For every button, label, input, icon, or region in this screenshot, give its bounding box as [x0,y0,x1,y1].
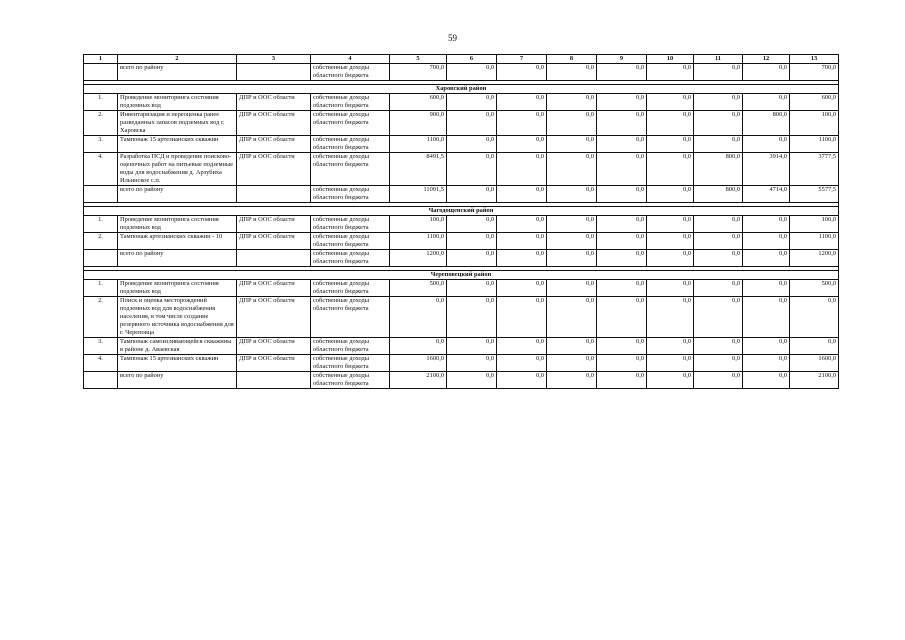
row-number-cell: 1. [84,280,118,297]
measure-name-cell: Тампонаж артезианских скважин - 10 [118,233,237,250]
value-cell-col-7: 0,0 [497,372,547,389]
value-cell-col-10: 0,0 [647,280,694,297]
value-cell-col-8: 0,0 [547,338,597,355]
value-cell-col-11: 800,0 [694,186,743,203]
executor-cell: ДПР и ООС области [237,153,311,186]
value-cell-col-8: 0,0 [547,111,597,136]
value-cell-col-11: 0,0 [694,94,743,111]
value-cell-col-5: 900,0 [390,111,447,136]
table-row [84,136,839,153]
value-cell-col-12: 4714,0 [743,186,790,203]
value-cell-col-9: 0,0 [597,355,647,372]
value-cell-col-11: 0,0 [694,250,743,267]
column-header-1: 1 [84,55,118,64]
row-number-cell: 1. [84,94,118,111]
value-cell-col-10: 0,0 [647,250,694,267]
row-number-cell [84,372,118,389]
value-cell-col-12: 0,0 [743,338,790,355]
column-header-7: 7 [497,55,547,64]
value-cell-col-8: 0,0 [547,136,597,153]
value-cell-col-12: 0,0 [743,372,790,389]
district-heading-row [84,85,839,94]
value-cell-col-12: 0,0 [743,280,790,297]
column-header-10: 10 [647,55,694,64]
funding-source-cell: собственные доходы областного бюджета [311,338,390,355]
value-cell-col-11: 0,0 [694,297,743,338]
row-number-cell: 3. [84,136,118,153]
executor-cell [237,250,311,267]
value-cell-col-9: 0,0 [597,338,647,355]
district-title: Чагодощенский район [84,207,839,216]
value-cell-col-6: 0,0 [447,233,497,250]
value-cell-col-6: 0,0 [447,153,497,186]
row-number-cell: 2. [84,233,118,250]
funding-source-cell: собственные доходы областного бюджета [311,233,390,250]
value-cell-col-9: 0,0 [597,94,647,111]
value-cell-col-10: 0,0 [647,136,694,153]
value-cell-col-11: 0,0 [694,372,743,389]
value-cell-col-9: 0,0 [597,216,647,233]
value-cell-col-6: 0,0 [447,64,497,81]
table-row [84,355,839,372]
value-cell-col-8: 0,0 [547,233,597,250]
value-cell-col-13: 0,0 [790,338,839,355]
row-number-cell: 4. [84,355,118,372]
measure-name-cell: Проведение мониторинга состояния подземных вод [118,216,237,233]
column-header-9: 9 [597,55,647,64]
measure-name-cell: Инвентаризация и переоценка ранее разведанных запасов подземных вод г. Харовска [118,111,237,136]
value-cell-col-7: 0,0 [497,186,547,203]
value-cell-col-9: 0,0 [597,136,647,153]
measure-name-cell: всего по району [118,372,237,389]
value-cell-col-8: 0,0 [547,64,597,81]
column-header-11: 11 [694,55,743,64]
value-cell-col-6: 0,0 [447,338,497,355]
value-cell-col-9: 0,0 [597,280,647,297]
value-cell-col-11: 0,0 [694,64,743,81]
table-row [84,111,839,136]
executor-cell: ДПР и ООС области [237,216,311,233]
value-cell-col-13: 0,0 [790,297,839,338]
value-cell-col-12: 0,0 [743,355,790,372]
value-cell-col-11: 0,0 [694,136,743,153]
column-header-3: 3 [237,55,311,64]
funding-source-cell: собственные доходы областного бюджета [311,355,390,372]
value-cell-col-5: 0,0 [390,338,447,355]
value-cell-col-7: 0,0 [497,338,547,355]
value-cell-col-6: 0,0 [447,136,497,153]
value-cell-col-11: 800,0 [694,153,743,186]
executor-cell: ДПР и ООС области [237,136,311,153]
column-header-8: 8 [547,55,597,64]
budget-table [83,54,839,389]
district-heading-row [84,207,839,216]
value-cell-col-7: 0,0 [497,94,547,111]
value-cell-col-12: 800,0 [743,111,790,136]
value-cell-col-12: 0,0 [743,64,790,81]
funding-source-cell: собственные доходы областного бюджета [311,186,390,203]
executor-cell: ДПР и ООС области [237,94,311,111]
value-cell-col-5: 2100,0 [390,372,447,389]
funding-source-cell: собственные доходы областного бюджета [311,250,390,267]
value-cell-col-6: 0,0 [447,355,497,372]
value-cell-col-10: 0,0 [647,153,694,186]
measure-name-cell: всего по району [118,186,237,203]
value-cell-col-7: 0,0 [497,111,547,136]
row-number-cell: 4. [84,153,118,186]
value-cell-col-7: 0,0 [497,355,547,372]
value-cell-col-8: 0,0 [547,186,597,203]
value-cell-col-10: 0,0 [647,186,694,203]
measure-name-cell: Тампонаж 15 артезианских скважин [118,136,237,153]
row-number-cell [84,250,118,267]
row-number-cell: 3. [84,338,118,355]
funding-source-cell: собственные доходы областного бюджета [311,64,390,81]
value-cell-col-5: 700,0 [390,64,447,81]
value-cell-col-13: 1100,0 [790,136,839,153]
value-cell-col-7: 0,0 [497,250,547,267]
district-total-row [84,250,839,267]
value-cell-col-13: 5577,5 [790,186,839,203]
value-cell-col-10: 0,0 [647,372,694,389]
value-cell-col-5: 1100,0 [390,233,447,250]
column-header-5: 5 [390,55,447,64]
district-total-row [84,372,839,389]
measure-name-cell: Тампонаж самоизливающейся скважины в районе д. Аваевская [118,338,237,355]
value-cell-col-6: 0,0 [447,216,497,233]
value-cell-col-6: 0,0 [447,94,497,111]
value-cell-col-5: 500,0 [390,280,447,297]
value-cell-col-12: 0,0 [743,94,790,111]
value-cell-col-12: 3914,0 [743,153,790,186]
measure-name-cell: всего по району [118,64,237,81]
table-row [84,297,839,338]
measure-name-cell: Разработка ПСД и проведение поисково-оценочных работ на питьевые подземные воды для водоснабжения д. Арзубиха Ильинское с.п. [118,153,237,186]
district-title: Череповецкий район [84,271,839,280]
executor-cell [237,186,311,203]
funding-source-cell: собственные доходы областного бюджета [311,216,390,233]
value-cell-col-8: 0,0 [547,216,597,233]
value-cell-col-9: 0,0 [597,372,647,389]
value-cell-col-5: 1200,0 [390,250,447,267]
page-number: 59 [448,33,457,43]
executor-cell [237,64,311,81]
measure-name-cell: Тампонаж 15 артезианских скважин [118,355,237,372]
value-cell-col-9: 0,0 [597,153,647,186]
value-cell-col-6: 0,0 [447,372,497,389]
district-total-row [84,186,839,203]
value-cell-col-8: 0,0 [547,250,597,267]
value-cell-col-7: 0,0 [497,233,547,250]
executor-cell: ДПР и ООС области [237,111,311,136]
district-title: Харовский район [84,85,839,94]
value-cell-col-12: 0,0 [743,297,790,338]
value-cell-col-9: 0,0 [597,111,647,136]
value-cell-col-11: 0,0 [694,233,743,250]
executor-cell: ДПР и ООС области [237,233,311,250]
funding-source-cell: собственные доходы областного бюджета [311,94,390,111]
value-cell-col-7: 0,0 [497,153,547,186]
value-cell-col-10: 0,0 [647,216,694,233]
value-cell-col-13: 600,0 [790,94,839,111]
value-cell-col-7: 0,0 [497,280,547,297]
value-cell-col-11: 0,0 [694,280,743,297]
value-cell-col-13: 3777,5 [790,153,839,186]
column-header-2: 2 [118,55,237,64]
table-row [84,216,839,233]
column-number-row [84,55,839,64]
value-cell-col-10: 0,0 [647,338,694,355]
row-number-cell [84,64,118,81]
value-cell-col-11: 0,0 [694,216,743,233]
value-cell-col-6: 0,0 [447,280,497,297]
row-number-cell: 2. [84,297,118,338]
column-header-12: 12 [743,55,790,64]
row-number-cell: 2. [84,111,118,136]
value-cell-col-12: 0,0 [743,136,790,153]
executor-cell: ДПР и ООС области [237,355,311,372]
value-cell-col-10: 0,0 [647,355,694,372]
value-cell-col-11: 0,0 [694,338,743,355]
value-cell-col-9: 0,0 [597,233,647,250]
value-cell-col-8: 0,0 [547,153,597,186]
value-cell-col-8: 0,0 [547,94,597,111]
value-cell-col-13: 100,0 [790,111,839,136]
value-cell-col-8: 0,0 [547,355,597,372]
value-cell-col-10: 0,0 [647,297,694,338]
value-cell-col-6: 0,0 [447,250,497,267]
value-cell-col-13: 2100,0 [790,372,839,389]
value-cell-col-5: 8491,5 [390,153,447,186]
value-cell-col-5: 1100,0 [390,136,447,153]
value-cell-col-7: 0,0 [497,136,547,153]
value-cell-col-5: 11091,5 [390,186,447,203]
value-cell-col-10: 0,0 [647,233,694,250]
executor-cell [237,372,311,389]
row-number-cell [84,186,118,203]
value-cell-col-5: 600,0 [390,94,447,111]
value-cell-col-12: 0,0 [743,233,790,250]
value-cell-col-9: 0,0 [597,250,647,267]
measure-name-cell: Проведение мониторинга состояния подземных вод [118,280,237,297]
value-cell-col-13: 1100,0 [790,233,839,250]
funding-source-cell: собственные доходы областного бюджета [311,297,390,338]
value-cell-col-8: 0,0 [547,280,597,297]
executor-cell: ДПР и ООС области [237,280,311,297]
table-row [84,233,839,250]
column-header-6: 6 [447,55,497,64]
value-cell-col-8: 0,0 [547,297,597,338]
value-cell-col-10: 0,0 [647,64,694,81]
value-cell-col-10: 0,0 [647,94,694,111]
value-cell-col-7: 0,0 [497,64,547,81]
value-cell-col-7: 0,0 [497,297,547,338]
value-cell-col-13: 700,0 [790,64,839,81]
row-number-cell: 1. [84,216,118,233]
value-cell-col-5: 1600,0 [390,355,447,372]
value-cell-col-6: 0,0 [447,111,497,136]
executor-cell: ДПР и ООС области [237,338,311,355]
measure-name-cell: Проведение мониторинга состояния подземных вод [118,94,237,111]
executor-cell: ДПР и ООС области [237,297,311,338]
value-cell-col-6: 0,0 [447,297,497,338]
funding-source-cell: собственные доходы областного бюджета [311,372,390,389]
value-cell-col-7: 0,0 [497,216,547,233]
district-total-row [84,64,839,81]
funding-source-cell: собственные доходы областного бюджета [311,280,390,297]
value-cell-col-5: 0,0 [390,297,447,338]
funding-source-cell: собственные доходы областного бюджета [311,111,390,136]
value-cell-col-10: 0,0 [647,111,694,136]
column-header-4: 4 [311,55,390,64]
table-row [84,153,839,186]
value-cell-col-12: 0,0 [743,250,790,267]
value-cell-col-11: 0,0 [694,355,743,372]
value-cell-col-8: 0,0 [547,372,597,389]
value-cell-col-13: 100,0 [790,216,839,233]
district-heading-row [84,271,839,280]
value-cell-col-9: 0,0 [597,64,647,81]
value-cell-col-11: 0,0 [694,111,743,136]
value-cell-col-6: 0,0 [447,186,497,203]
funding-source-cell: собственные доходы областного бюджета [311,136,390,153]
measure-name-cell: Поиск и оценка месторождений подземных вод для водоснабжения населения, в том числе создание резервного источника водоснабжения для г. Череповца [118,297,237,338]
column-header-13: 13 [790,55,839,64]
value-cell-col-9: 0,0 [597,186,647,203]
table-row [84,94,839,111]
value-cell-col-13: 1200,0 [790,250,839,267]
funding-source-cell: собственные доходы областного бюджета [311,153,390,186]
table-row [84,280,839,297]
value-cell-col-13: 500,0 [790,280,839,297]
table-body [84,64,839,389]
value-cell-col-9: 0,0 [597,297,647,338]
table-row [84,338,839,355]
measure-name-cell: всего по району [118,250,237,267]
value-cell-col-13: 1600,0 [790,355,839,372]
value-cell-col-12: 0,0 [743,216,790,233]
value-cell-col-5: 100,0 [390,216,447,233]
